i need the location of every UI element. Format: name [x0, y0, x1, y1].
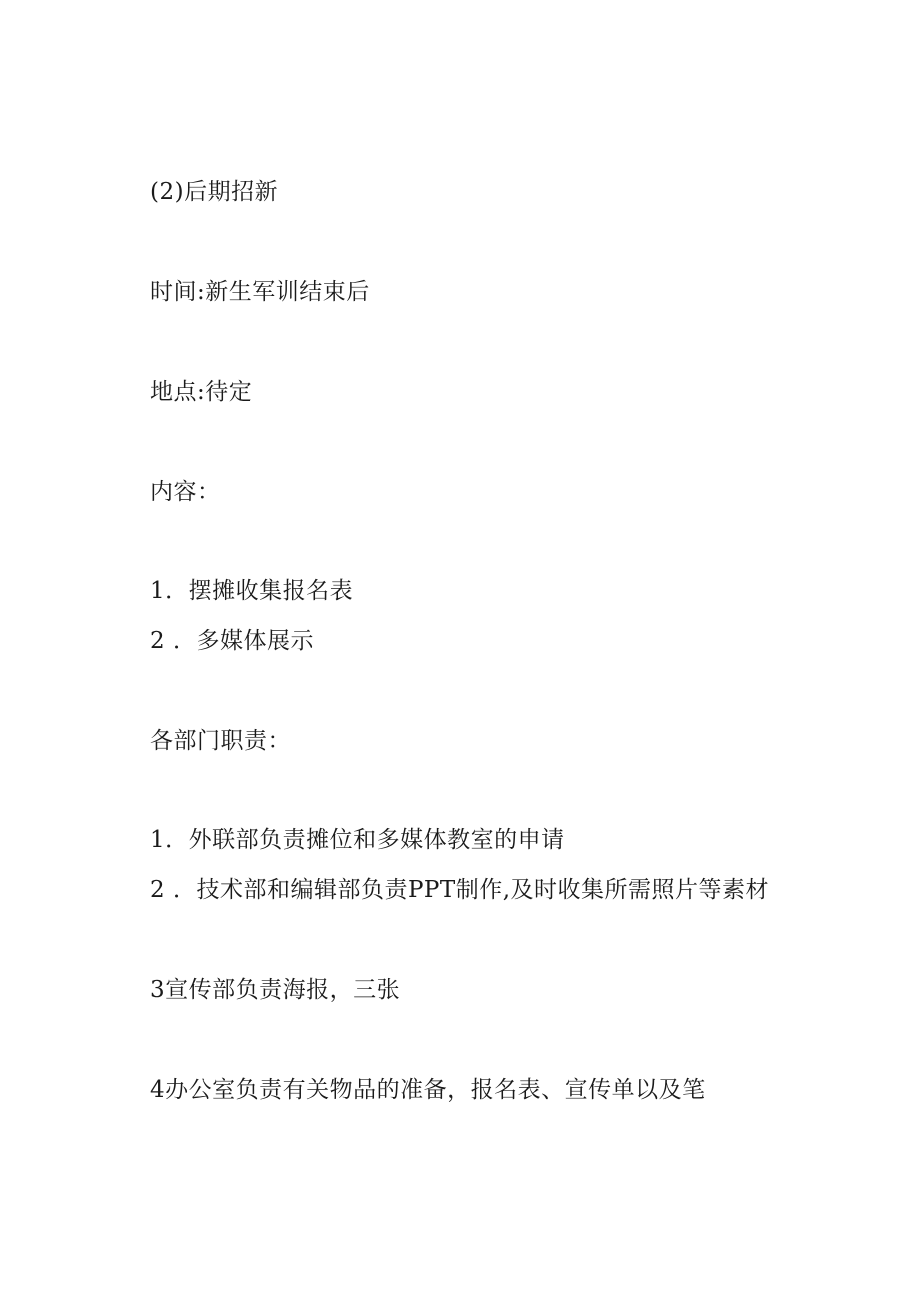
time-line: 时间:新生军训结束后	[150, 279, 370, 305]
responsibility-item-2: 2 ．技术部和编辑部负责PPT制作,及时收集所需照片等素材	[150, 877, 770, 903]
content-heading: 内容：	[150, 479, 221, 505]
section-heading-late-recruitment: (2)后期招新	[150, 179, 279, 205]
responsibility-item-1: 1．外联部负责摊位和多媒体教室的申请	[150, 827, 565, 853]
content-item-2: 2 ．多媒体展示	[150, 628, 314, 654]
content-item-1: 1．摆摊收集报名表	[150, 578, 354, 604]
responsibilities-heading: 各部门职责：	[150, 728, 291, 754]
location-line: 地点:待定	[150, 379, 253, 405]
responsibility-item-4: 4办公室负责有关物品的准备，报名表、宣传单以及笔	[150, 1077, 706, 1103]
responsibility-item-3: 3宣传部负责海报，三张	[150, 977, 401, 1003]
